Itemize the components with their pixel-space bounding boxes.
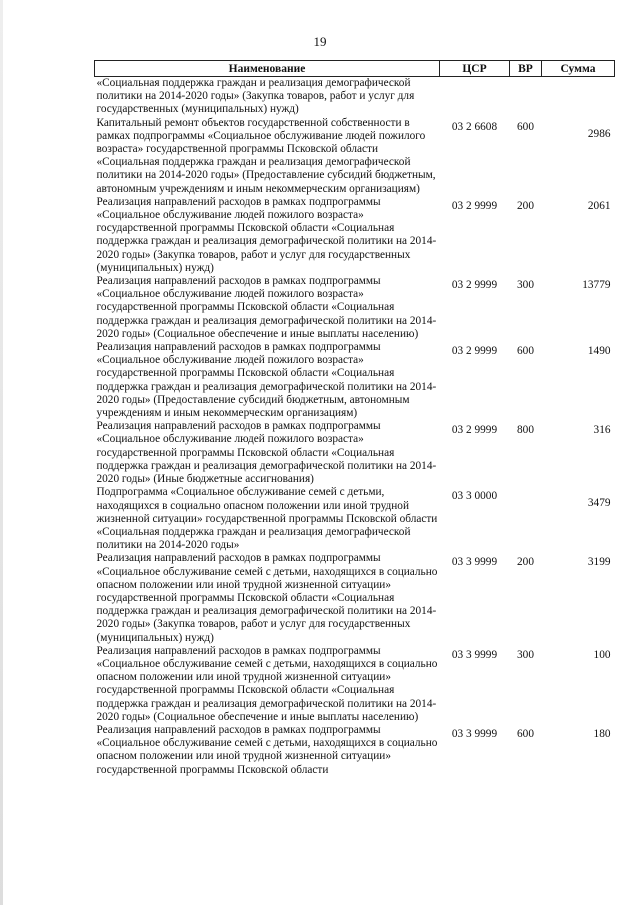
row-csr: 03 3 9999 — [451, 556, 498, 569]
row-vr — [510, 486, 542, 552]
row-name: Подпрограмма «Социальное обслуживание семей с детьми, находящихся в социально опасном положении или иной трудной жизненной ситуации» государственной программы Псковской области «Социальная поддержка граждан и реализация демографической политики на 2014-2020 годы» — [96, 486, 438, 552]
row-name: Реализация направлений расходов в рамках подпрограммы «Социальное обслуживание людей пожилого возраста» государственной программы Псковской области «Социальная поддержка граждан и реализация демографической политики на 2014-2020 годы» (Иные бюджетные ассигнования) — [96, 420, 437, 486]
row-sum: 316 — [593, 424, 611, 437]
header-csr: ЦСР — [440, 61, 510, 77]
row-name: «Социальная поддержка граждан и реализация демографической политики на 2014-2020 годы» (Закупка товаров, работ и услуг для государственных (муниципальных) нужд) — [96, 77, 415, 116]
table-row — [95, 196, 615, 275]
row-vr: 600 — [517, 120, 534, 133]
row-name: Реализация направлений расходов в рамках подпрограммы «Социальное обслуживание семей с детьми, находящихся в социально опасном положении или иной трудной жизненной ситуации» государственной программы Псковской области «Социальная поддержка граждан и реализация демографической политики на 2014-2020 годы» (Социальное обеспечение и иные выплаты населению) — [96, 644, 438, 723]
table-row — [95, 486, 615, 552]
row-vr: 300 — [517, 279, 534, 292]
row-sum: 3479 — [587, 497, 611, 510]
row-vr: 600 — [517, 345, 534, 358]
row-sum: 1490 — [587, 345, 611, 358]
table-row — [95, 275, 615, 341]
table-row — [95, 117, 615, 196]
table-row — [95, 724, 615, 777]
scan-edge — [0, 0, 3, 905]
header-vr: ВР — [510, 61, 542, 77]
header-name: Наименование — [95, 61, 440, 77]
table-body — [95, 77, 615, 777]
row-sum: 3199 — [587, 556, 611, 569]
table-row — [95, 341, 615, 420]
row-vr: 800 — [517, 424, 534, 437]
row-csr: 03 2 9999 — [451, 199, 498, 212]
row-csr: 03 3 0000 — [451, 490, 498, 503]
table-row — [95, 77, 615, 117]
row-sum: 180 — [593, 727, 611, 740]
row-csr: 03 2 9999 — [451, 345, 498, 358]
row-csr: 03 3 9999 — [451, 648, 498, 661]
row-sum — [542, 77, 615, 117]
row-vr: 200 — [517, 556, 534, 569]
page-number: 19 — [313, 34, 327, 49]
row-name: Реализация направлений расходов в рамках подпрограммы «Социальное обслуживание семей с детьми, находящихся в социально опасном положении или иной трудной жизненной ситуации» государственной программы Псковской области «Социальная поддержка граждан и реализация демографической политики на 2014-2020 годы» (Закупка товаров, работ и услуг для государственных (муниципальных) нужд) — [96, 552, 438, 644]
row-vr: 200 — [517, 199, 534, 212]
row-name: Реализация направлений расходов в рамках подпрограммы «Социальное обслуживание семей с детьми, находящихся в социально опасном положении или иной трудной жизненной ситуации» государственной программы Псковской области — [96, 723, 438, 776]
table-row — [95, 552, 615, 644]
row-csr: 03 2 6608 — [451, 120, 498, 133]
row-vr: 300 — [517, 648, 534, 661]
budget-table — [94, 60, 615, 777]
row-csr: 03 3 9999 — [451, 727, 498, 740]
row-name: Реализация направлений расходов в рамках подпрограммы «Социальное обслуживание людей пожилого возраста» государственной программы Псковской области «Социальная поддержка граждан и реализация демографической политики на 2014-2020 годы» (Закупка товаров, работ и услуг для государственных (муниципальных) нужд) — [96, 195, 437, 274]
row-vr: 600 — [517, 727, 534, 740]
row-sum: 100 — [593, 648, 611, 661]
row-name: Реализация направлений расходов в рамках подпрограммы «Социальное обслуживание людей пожилого возраста» государственной программы Псковской области «Социальная поддержка граждан и реализация демографической политики на 2014-2020 годы» (Социальное обеспечение и иные выплаты населению) — [96, 275, 437, 340]
row-sum: 13779 — [582, 279, 611, 292]
row-sum: 2986 — [587, 127, 611, 140]
row-vr — [510, 77, 542, 117]
table-row — [95, 420, 615, 486]
table-row — [95, 645, 615, 724]
row-csr: 03 2 9999 — [451, 279, 498, 292]
row-name: Реализация направлений расходов в рамках подпрограммы «Социальное обслуживание людей пожилого возраста» государственной программы Псковской области «Социальная поддержка граждан и реализация демографической политики на 2014-2020 годы» (Предоставление субсидий бюджетным, автономным учреждениям и иным некоммерческим организациям) — [96, 341, 437, 420]
row-csr — [440, 77, 510, 117]
row-sum: 2061 — [587, 199, 611, 212]
header-sum: Сумма — [542, 61, 615, 77]
row-csr: 03 2 9999 — [451, 424, 498, 437]
header-row — [95, 61, 615, 77]
row-name: Капитальный ремонт объектов государственной собственности в рамках подпрограммы «Социальное обслуживание людей пожилого возраста» государственной программы Псковской области «Социальная поддержка граждан и реализация демографической политики на 2014-2020 годы» (Предоставление субсидий бюджетным, автономным учреждениям и иным некоммерческим организациям) — [96, 116, 436, 195]
table-header — [95, 61, 615, 77]
